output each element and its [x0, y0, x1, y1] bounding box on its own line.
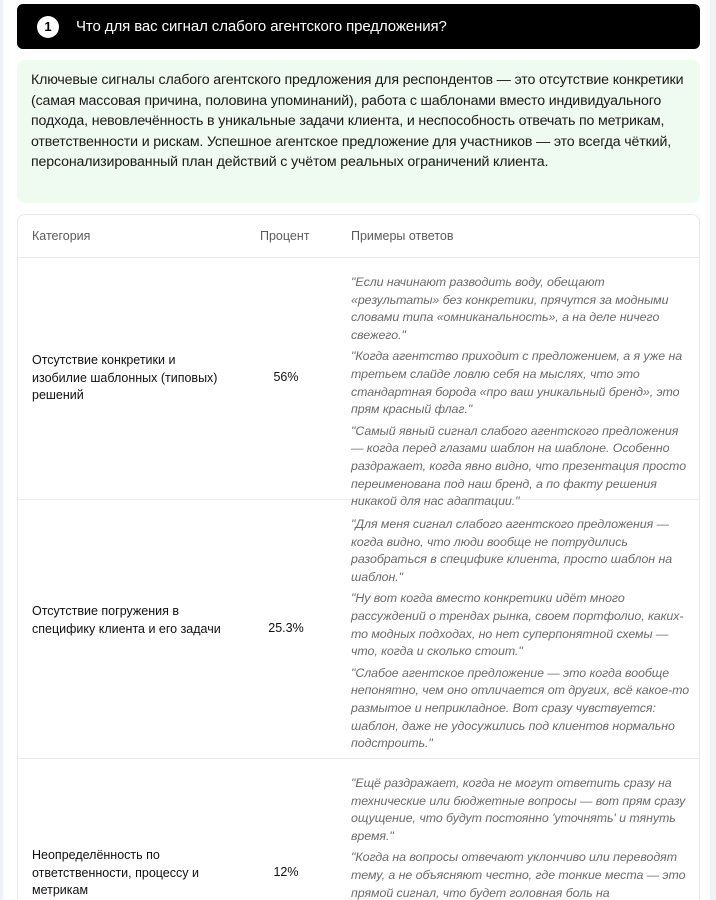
- percent-cell: 25.3%: [268, 621, 304, 635]
- percent-cell: 56%: [273, 370, 299, 384]
- left-edge: [0, 0, 3, 900]
- question-number-badge: 1: [37, 16, 59, 38]
- example-quote: "Слабое агентское предложение — это когда вообще непонятно, чем оно отличается от других, всё какое-то размытое и неприкладное. Вот сразу чувствуется: шаблон, даже не удосужились под клиентов нормально подстроить.": [351, 665, 690, 751]
- category-cell: Отсутствие погружения в специфику клиента и его задачи: [32, 604, 221, 636]
- examples-cell: [351, 775, 691, 900]
- example-quote: "Ну вот когда вместо конкретики идёт много рассуждений о трендах рынка, своем портфолио, каких-то модных подходах, но нет суперпонятной схемы — что, когда и сколько стоит.": [351, 591, 684, 659]
- column-header-category: Категория: [32, 229, 91, 243]
- question-header: [17, 4, 700, 49]
- examples-cell: [351, 516, 691, 757]
- category-cell: Отсутствие конкретики и изобилие шаблонных (типовых) решений: [32, 353, 218, 402]
- examples-cell: [351, 274, 691, 515]
- question-title: Что для вас сигнал слабого агентского предложения?: [76, 18, 447, 35]
- table-row: [18, 759, 699, 900]
- example-quote: "Самый явный сигнал слабого агентского предложения — когда перед глазами шаблон на шаблоне. Особенно раздражает, когда явно видно, что презентация просто переименована под наш бренд, а по факту решения никакой для нас адаптации.": [351, 423, 687, 509]
- percent-cell: 12%: [273, 865, 299, 879]
- example-quote: "Когда агентство приходит с предложением, а я уже на третьем слайде ловлю себя на мыслях, что это стандартная борода «про ваш уникальный бренд», это прям красный флаг.": [351, 349, 683, 417]
- scrollbar-track[interactable]: [710, 0, 716, 900]
- category-cell: Неопределённость по ответственности, процессу и метрикам: [32, 848, 199, 897]
- table-row: [18, 258, 699, 509]
- example-quote: "Ещё раздражает, когда не могут ответить сразу на технические или бюджетные вопросы — вот прям сразу ощущение, что будут постоянно 'уточнять' и тянуть время.": [351, 776, 686, 843]
- table-header: [18, 215, 699, 258]
- table-row: [18, 500, 699, 759]
- summary-text: Ключевые сигналы слабого агентского предложения для респондентов — это отсутствие конкретики (самая массовая причина, половина упоминаний), работа с шаблонами вместо индивидуального подхода, невовлечённость в уникальные задачи клиента, и неспособность отвечать по метрикам, ответственности и рискам. Успешное агентское предложение для участников — это всегда чёткий, персонализированный план действий с учётом реальных ограничений клиента.: [31, 72, 684, 170]
- summary-box: [17, 60, 700, 203]
- results-table: [17, 214, 700, 900]
- column-header-percent: Процент: [260, 229, 310, 243]
- example-quote: "Для меня сигнал слабого агентского предложения — когда видно, что люди вообще не потрудились разобраться в специфике клиента, просто шаблон на шаблон.": [351, 517, 673, 584]
- example-quote: "Если начинают разводить воду, обещают «результаты» без конкретики, прячутся за модными словами типа «омниканальность», а на деле ничего свежего.": [351, 275, 669, 342]
- example-quote: "Когда на вопросы отвечают уклончиво или переводят тему, а не объясняют честно, где тонкие места — это прямой сигнал, что будет головная боль на: [351, 850, 686, 900]
- column-header-examples: Примеры ответов: [351, 229, 454, 243]
